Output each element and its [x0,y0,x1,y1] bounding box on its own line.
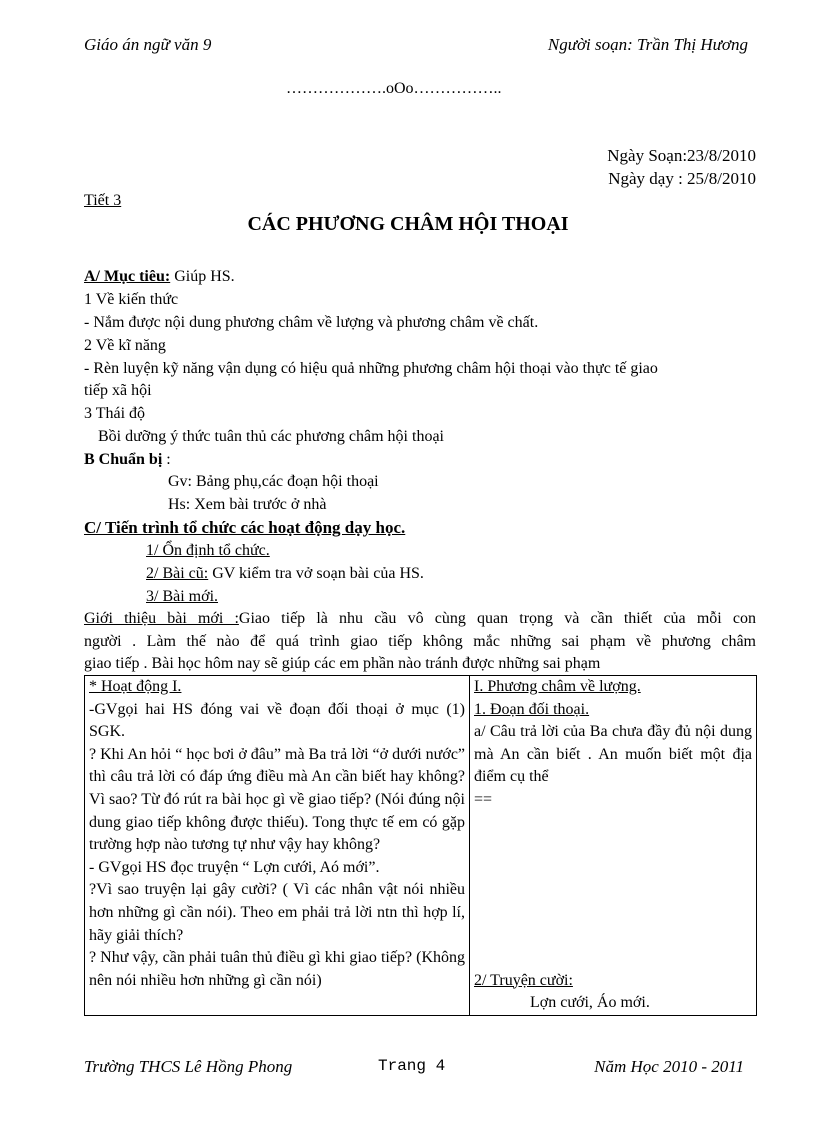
header-left: Giáo án ngữ văn 9 [84,35,212,54]
activity-p2: ? Khi An hỏi “ học bơi ở đâu” mà Ba trả lời “ở dưới nước” thì câu trả lời có đáp ứng điều mà An cần biết hay không? Vì sao? Từ đó rút ra bài học gì về giao tiếp? (Nói đúng nội dung giao tiếp không được thiếu). Tong thực tế em có gặp trường hợp nào tương tự như vậy hay không? [89,745,466,854]
activity-heading: * Hoạt động I. [89,678,182,695]
content-sub1: 1. Đoạn đối thoại. [474,700,590,718]
prep-gv: Gv: Bảng phụ,các đoạn hội thoại [168,473,379,490]
activity-p1: -GVgọi hai HS đóng vai về đoạn đối thoại ở mục (1) SGK. [89,700,465,741]
attitude-text: Bồi dưỡng ý thức tuân thủ các phương châm hội thoại [98,428,444,445]
intro-line-3: giao tiếp . Bài học hôm nay sẽ giúp các em phần nào tránh được những sai phạm [84,655,601,672]
lesson-table [84,675,757,1016]
skills-text-2: tiếp xã hội [84,382,152,399]
content-text1: a/ Câu trả lời của Ba chưa đầy đủ nội dung mà An cần biết . An muốn biết một địa điểm cụ thể [474,723,752,786]
page-title: CÁC PHƯƠNG CHÂM HỘI THOẠI [247,213,569,235]
activity-p3: - GVgọi HS đọc truyện “ Lợn cưới, Aó mới”. [89,858,380,876]
objectives-line [84,266,235,288]
date-day: Ngày dạy : 25/8/2010 [608,169,756,188]
intro-label: Giới thiệu bài mới : [84,610,239,627]
intro-text-1: Giao tiếp là nhu cầu vô cùng quan trọng và cần thiết của mỗi con [238,610,756,627]
header-right: Người soạn: Trần Thị Hương [547,35,748,54]
separator: ……………….oOo…………….. [286,80,502,97]
activity-p4: ?Vì sao truyện lại gây cười? ( Vì các nhân vật nói nhiều hơn những gì cần nói). Theo em phải trả lời ntn thì hợp lí, hãy giải thích? [89,881,465,944]
content-sub2: 2/ Truyện cười: [474,971,573,989]
footer-page: Trang 4 [378,1057,446,1075]
process-step1: 1/ Ổn định tổ chức. [146,542,270,559]
process-heading: C/ Tiến trình tổ chức các hoạt động dạy học. [84,518,406,537]
prep-colon: : [162,451,171,468]
objectives-heading: A/ Mục tiêu: [84,268,171,285]
prep-line [84,449,171,471]
footer-year: Năm Học 2010 - 2011 [594,1057,744,1076]
process-step3: 3/ Bài mới. [146,588,219,605]
content-text2: Lợn cưới, Áo mới. [530,994,650,1012]
knowledge-heading: 1 Về kiến thức [84,291,179,308]
skills-text-1: - Rèn luyện kỹ năng vận dụng có hiệu quả những phương châm hội thoại vào thực tế giao [84,360,658,377]
content-cell [470,676,757,1016]
date-soan: Ngày Soạn:23/8/2010 [607,146,756,165]
lesson-number: Tiết 3 [84,192,122,209]
activity-p5: ? Như vậy, cần phải tuân thủ điều gì khi giao tiếp? (Không nên nói nhiều hơn những gì cần nói) [89,949,465,989]
process-step2-label: 2/ Bài cũ: [146,565,209,582]
table-row [85,676,757,1016]
process-step2-text: GV kiểm tra vở soạn bài của HS. [208,565,424,582]
content-heading: I. Phương châm về lượng. [474,678,641,695]
process-step2 [146,563,424,585]
objectives-intro: Giúp HS. [170,268,235,285]
skills-heading: 2 Về kĩ năng [84,337,166,354]
intro-line-2: người . Làm thế nào để quá trình giao tiếp không mắc những sai phạm về phương châm [84,633,756,650]
prep-hs: Hs: Xem bài trước ở nhà [168,496,327,513]
footer-school: Trường THCS Lê Hồng Phong [84,1057,293,1076]
content-spacer [474,812,752,970]
prep-heading: B Chuẩn bị [84,451,163,468]
attitude-heading: 3 Thái độ [84,405,146,422]
activity-cell [85,676,470,1016]
knowledge-text: - Nắm được nội dung phương châm về lượng và phương châm về chất. [84,314,539,331]
content-eq: == [474,790,493,808]
intro-line-1 [84,608,756,630]
